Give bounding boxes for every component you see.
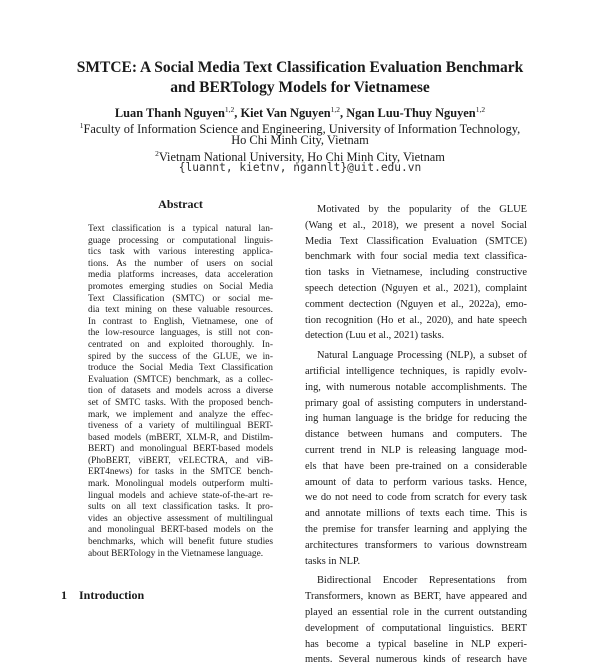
body-line: tion tasks in Vietnamese, including constructive bbox=[305, 267, 527, 279]
body-line: and annotate millions of texts each time. This is bbox=[305, 508, 527, 520]
abstract-line: In contrast to English, Vietnamese, one of bbox=[88, 316, 273, 327]
abstract-line: based models (mBERT, XLM-R, and Distilm- bbox=[88, 432, 273, 443]
abstract-line: dia text mining on these valuable resources. bbox=[88, 305, 273, 316]
author-name: Kiet Van Nguyen bbox=[240, 106, 331, 121]
section-heading bbox=[61, 588, 144, 603]
body-line: the premise for transfer learning and applying the bbox=[305, 523, 527, 535]
abstract-line: mark, we implement and analyze the effec- bbox=[88, 409, 273, 420]
body-line: played an essential role in the current outstanding bbox=[305, 606, 527, 618]
body-line: has become a typical baseline in NLP experi- bbox=[305, 638, 527, 650]
abstract-line: Text classification is a typical natural lan- bbox=[88, 224, 273, 234]
body-line: detection (Luu et al., 2021) tasks. bbox=[305, 330, 445, 342]
body-line: Bidirectional Encoder Representations from bbox=[317, 575, 527, 587]
author-name: Ngan Luu-Thuy Nguyen bbox=[346, 106, 476, 121]
author-emails: {luannt, kietnv, ngannlt}@uit.edu.vn bbox=[178, 161, 422, 174]
abstract-line: sults on all text classification tasks. It pro- bbox=[88, 502, 273, 513]
abstract-line: BERT) and monolingual BERT-based models bbox=[88, 444, 273, 455]
body-line: Motivated by the popularity of the GLUE bbox=[317, 204, 527, 215]
body-line: amount of data to perform various tasks. Hence, bbox=[305, 476, 527, 488]
abstract-line: media platforms increases, data acceleration bbox=[88, 270, 273, 281]
affiliation-mark: 2 bbox=[155, 149, 159, 158]
abstract-line: set of SMTC tasks. With the proposed bench- bbox=[88, 397, 273, 408]
paper-title bbox=[50, 58, 550, 98]
abstract-line: promotes emerging studies on Social Media bbox=[88, 281, 273, 292]
abstract-body bbox=[88, 224, 273, 560]
body-line: comment dectection (Nguyen et al., 2022a), emo- bbox=[305, 298, 527, 310]
body-line: tion recognition (Ho et al., 2020), and hate speech bbox=[305, 314, 527, 326]
abstract-line: (PhoBERT, viBERT, vELECTRA, and viB- bbox=[88, 455, 273, 466]
body-line: primary goal of assisting computers in understand- bbox=[305, 397, 527, 409]
author-affiliation-mark: 1,2 bbox=[330, 105, 341, 114]
body-line: Natural Language Processing (NLP), a subset of bbox=[317, 350, 527, 362]
author-separator: , bbox=[234, 106, 241, 121]
abstract-line: Evaluation (SMTCE) benchmark, as a collec- bbox=[88, 374, 273, 385]
abstract-line: the low-resource languages, is still not con- bbox=[88, 328, 273, 339]
abstract-line: tiveness of a variety of multilingual BERT- bbox=[88, 421, 273, 432]
abstract-line: tion of datasets and models across a diverse bbox=[88, 386, 273, 397]
abstract-line: benchmarks, which will benefit future studies bbox=[88, 537, 273, 548]
section-number: 1 bbox=[61, 588, 67, 602]
abstract-line: tics task with various interesting applica- bbox=[88, 247, 273, 258]
body-line: els that have been pre-trained on a considerable bbox=[305, 460, 527, 472]
title-line: SMTCE: A Social Media Text Classification Evaluation Benchmark bbox=[76, 59, 524, 76]
author-name: Luan Thanh Nguyen bbox=[114, 106, 225, 121]
title-line: and BERTology Models for Vietnamese bbox=[170, 79, 430, 96]
body-line: architectures transformers to various downstream bbox=[305, 539, 527, 551]
affiliation-mark: 1 bbox=[79, 121, 84, 130]
body-line: distance between humans and computers. The bbox=[305, 429, 527, 441]
author-affiliation-mark: 1,2 bbox=[475, 105, 486, 114]
body-line: we do not need to code from scratch for every task bbox=[305, 492, 527, 504]
body-line: (Wang et al., 2018), we present a novel Social bbox=[305, 219, 527, 231]
body-line: Media Text Classification Evaluation (SMTCE) bbox=[305, 235, 527, 247]
abstract-heading: Abstract bbox=[158, 197, 203, 211]
body-line: ments. Several numerous kinds of research have bbox=[305, 654, 527, 666]
body-line: Transformers, known as BERT, have appeared and bbox=[305, 591, 527, 603]
body-line: development of computational linguistics. BERT bbox=[305, 622, 527, 634]
introduction-column bbox=[305, 202, 527, 668]
body-line: benchmark with four social media text classifica- bbox=[305, 251, 527, 263]
abstract-line: and monolingual BERT-based models on the bbox=[88, 525, 273, 536]
abstract-line: troduce the Social Media Text Classification bbox=[88, 363, 273, 374]
abstract-line: guage processing or computational linguis- bbox=[88, 235, 273, 246]
body-line: ing human language is the bridge for reducing the bbox=[305, 413, 527, 425]
abstract-line: mark. Monolingual models outperform multi- bbox=[88, 479, 273, 490]
abstract-line: Text Classification (SMTC) or social me- bbox=[88, 293, 273, 304]
author-affiliation-mark: 1,2 bbox=[224, 105, 235, 114]
abstract-line: centrated on and exploited thoroughly. In- bbox=[88, 339, 273, 350]
author-separator: , bbox=[340, 106, 347, 121]
body-line: tasks in NLP. bbox=[305, 555, 361, 567]
author-list bbox=[40, 103, 560, 120]
abstract-line: about BERTology in the Vietnamese language. bbox=[88, 548, 264, 559]
body-line: ing, with numerous notable accomplishments. The bbox=[305, 381, 527, 393]
abstract-line: tions. As the number of users on social bbox=[88, 258, 273, 269]
section-title: Introduction bbox=[79, 588, 145, 602]
affiliation-text: Vietnam National University, Ho Chi Minh City, Vietnam bbox=[158, 150, 445, 165]
body-line: current trend in NLP is releasing language mod- bbox=[305, 444, 527, 456]
abstract-line: spired by the success of the GLUE, we in- bbox=[88, 351, 273, 362]
abstract-line: ERT4news) for tasks in the SMTCE bench- bbox=[88, 467, 273, 478]
abstract-line: vides an objective assessment of multilingual bbox=[88, 513, 273, 524]
affiliation-text: Faculty of Information Science and Engineering, University of Information Technology, bbox=[83, 122, 521, 137]
affiliation-1-city: Ho Chi Minh City, Vietnam bbox=[231, 133, 369, 147]
body-line: speech detection (Nguyen et al., 2021), complaint bbox=[305, 282, 527, 294]
abstract-line: lingual models and achieve state-of-the-art re- bbox=[88, 490, 273, 501]
body-line: artificial intelligence techniques, is rapidly evolv- bbox=[305, 365, 527, 377]
